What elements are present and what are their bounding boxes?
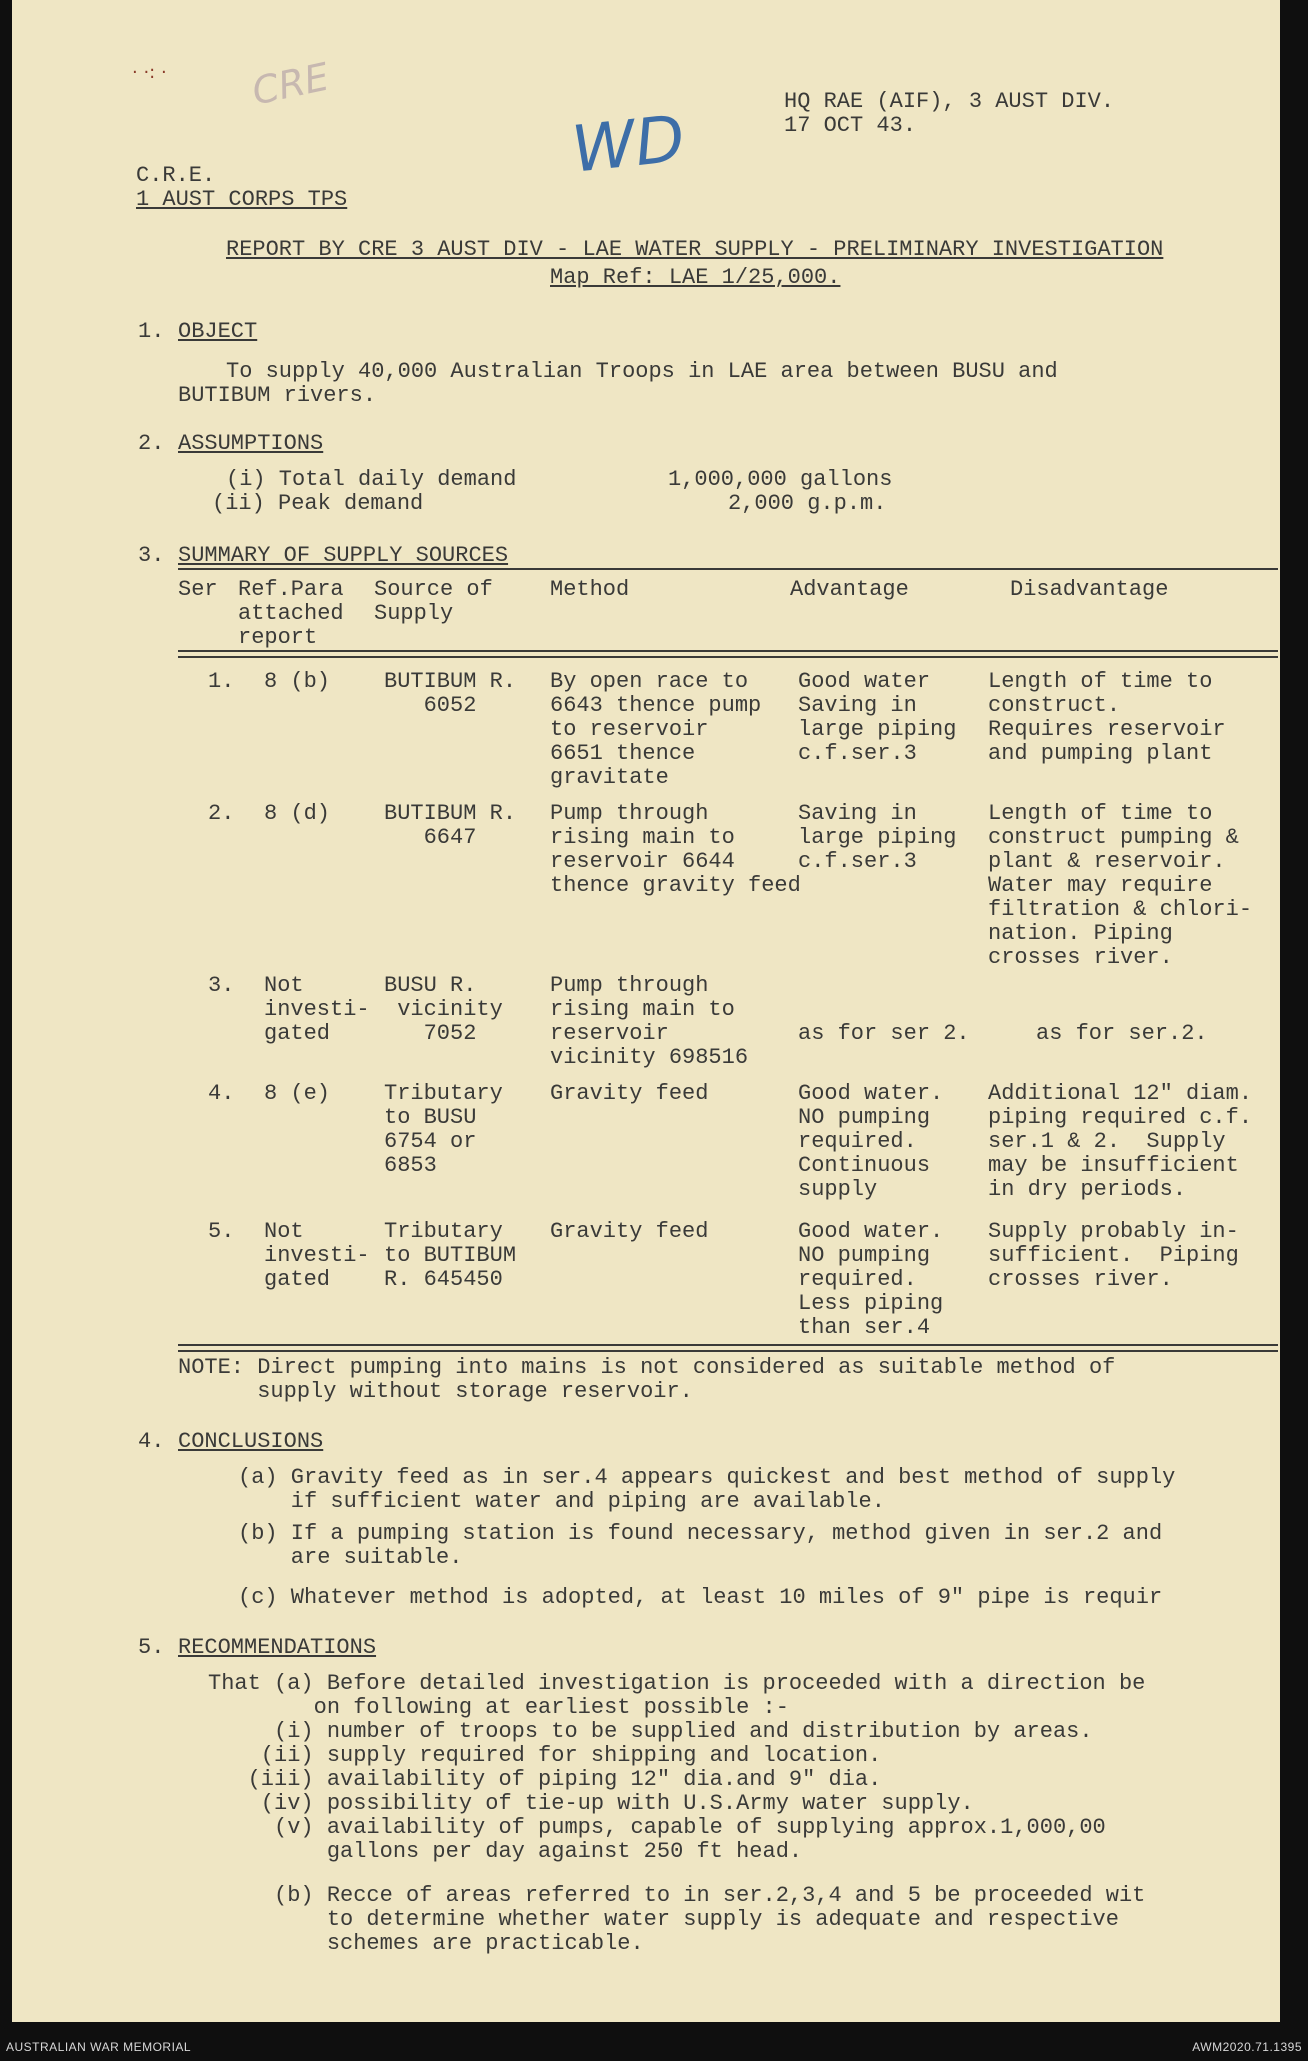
row2-method: Pump through rising main to reservoir 6644 thence gravity feed xyxy=(550,801,801,898)
row5-method: Gravity feed xyxy=(550,1219,709,1244)
row1-method: By open race to 6643 thence pump to reservoir 6651 thence gravitate xyxy=(550,669,762,790)
col-header-source: Source of Supply xyxy=(374,577,493,626)
s2-r1-label: (i) Total daily demand xyxy=(226,467,517,492)
s5-b-line1: (b) Recce of areas referred to in ser.2,3,4 and 5 be proceeded wit xyxy=(208,1883,1146,1908)
handwritten-wd: WD xyxy=(568,102,689,188)
table-top-rule xyxy=(178,568,1278,570)
row4-source: Tributary to BUSU 6754 or 6853 xyxy=(384,1081,503,1178)
addressee-line2: 1 AUST CORPS TPS xyxy=(136,187,348,212)
report-title: REPORT BY CRE 3 AUST DIV - LAE WATER SUPPLY - PRELIMINARY INVESTIGATION xyxy=(226,237,1164,262)
s1-text2: BUTIBUM rivers. xyxy=(178,383,377,408)
s2-r2-label: (ii) Peak demand xyxy=(212,491,424,516)
s2-r1-value: 1,000,000 gallons xyxy=(668,467,893,492)
addressee-line1: C.R.E. xyxy=(136,163,216,188)
s5-item-i: (i) number of troops to be supplied and distribution by areas. xyxy=(208,1719,1093,1744)
row3-source: BUSU R. vicinity 7052 xyxy=(384,973,503,1046)
row2-advantage: Saving in large piping c.f.ser.3 xyxy=(798,801,957,874)
s2-r2-value: 2,000 g.p.m. xyxy=(728,491,887,516)
s2-heading: ASSUMPTIONS xyxy=(178,431,324,456)
s5-item-v-line2: gallons per day against 250 ft head. xyxy=(208,1839,803,1864)
footer-right: AWM2020.71.1395 xyxy=(1192,2040,1302,2054)
row3-advantage: as for ser 2. xyxy=(798,1021,970,1046)
col-header-method: Method xyxy=(550,577,630,602)
row4-ser: 4. xyxy=(208,1081,235,1106)
s4-a-line1: (a) Gravity feed as in ser.4 appears quickest and best method of supply xyxy=(238,1465,1176,1490)
s5-item-iii: (iii) availability of piping 12" dia.and 9" dia. xyxy=(208,1767,882,1792)
s5-b-line3: schemes are practicable. xyxy=(208,1931,644,1956)
col-header-ser: Ser xyxy=(178,577,218,602)
ink-blot: · ·: · xyxy=(132,62,167,83)
s4-b-line2: are suitable. xyxy=(238,1545,463,1570)
table-bottom-rule xyxy=(178,1344,1278,1352)
table-note-line2: supply without storage reservoir. xyxy=(178,1379,693,1404)
s4-num: 4. xyxy=(138,1429,165,1454)
row4-disadvantage: Additional 12" diam. piping required c.f. ser.1 & 2. Supply may be insufficient in dry periods. xyxy=(988,1081,1253,1202)
row2-disadvantage: Length of time to construct pumping & plant & reservoir. Water may require filtration & chlori- nation. Piping crosses river. xyxy=(988,801,1253,970)
s2-num: 2. xyxy=(138,431,165,456)
handwritten-cre: CRE xyxy=(248,54,333,114)
map-ref: Map Ref: LAE 1/25,000. xyxy=(550,265,841,290)
s5-heading: RECOMMENDATIONS xyxy=(178,1635,377,1660)
row3-ser: 3. xyxy=(208,973,235,998)
row5-source: Tributary to BUTIBUM R. 645450 xyxy=(384,1219,517,1292)
header-hq: HQ RAE (AIF), 3 AUST DIV. xyxy=(784,89,1115,114)
table-header-rule xyxy=(178,650,1278,658)
row2-ser: 2. xyxy=(208,801,235,826)
s5-b-line2: to determine whether water supply is adequate and respective xyxy=(208,1907,1119,1932)
s1-heading: OBJECT xyxy=(178,319,258,344)
row1-source: BUTIBUM R. 6052 xyxy=(384,669,517,718)
row3-ref: Not investi- gated xyxy=(264,973,370,1046)
row1-advantage: Good water Saving in large piping c.f.ser.3 xyxy=(798,669,957,766)
row4-advantage: Good water. NO pumping required. Continuous supply xyxy=(798,1081,944,1202)
s5-item-iv: (iv) possibility of tie-up with U.S.Army water supply. xyxy=(208,1791,974,1816)
row2-source: BUTIBUM R. 6647 xyxy=(384,801,517,850)
col-header-ref: Ref.Para attached report xyxy=(238,577,344,650)
s5-item-v-line1: (v) availability of pumps, capable of supplying approx.1,000,00 xyxy=(208,1815,1106,1840)
row5-advantage: Good water. NO pumping required. Less piping than ser.4 xyxy=(798,1219,944,1340)
table-note-line1: NOTE: Direct pumping into mains is not considered as suitable method of xyxy=(178,1355,1116,1380)
s5-a-line1: That (a) Before detailed investigation is proceeded with a direction be xyxy=(208,1671,1146,1696)
s3-num: 3. xyxy=(138,543,165,568)
row4-ref: 8 (e) xyxy=(264,1081,331,1106)
row5-disadvantage: Supply probably in- sufficient. Piping crosses river. xyxy=(988,1219,1239,1292)
s4-c-line1: (c) Whatever method is adopted, at least 10 miles of 9" pipe is requir xyxy=(238,1585,1163,1610)
s5-item-ii: (ii) supply required for shipping and location. xyxy=(208,1743,882,1768)
s4-a-line2: if sufficient water and piping are available. xyxy=(238,1489,885,1514)
col-header-disadvantage: Disadvantage xyxy=(1010,577,1169,602)
s5-num: 5. xyxy=(138,1635,165,1660)
s5-a-line2: on following at earliest possible :- xyxy=(208,1695,789,1720)
s4-heading: CONCLUSIONS xyxy=(178,1429,324,1454)
row4-method: Gravity feed xyxy=(550,1081,709,1106)
row1-ref: 8 (b) xyxy=(264,669,331,694)
row3-method: Pump through rising main to reservoir vicinity 698516 xyxy=(550,973,749,1070)
row2-ref: 8 (d) xyxy=(264,801,331,826)
s4-b-line1: (b) If a pumping station is found necessary, method given in ser.2 and xyxy=(238,1521,1163,1546)
document-page xyxy=(12,0,1280,2022)
s1-text1: To supply 40,000 Australian Troops in LAE area between BUSU and xyxy=(226,359,1058,384)
row5-ref: Not investi- gated xyxy=(264,1219,370,1292)
s3-heading: SUMMARY OF SUPPLY SOURCES xyxy=(178,543,509,568)
row1-disadvantage: Length of time to construct. Requires reservoir and pumping plant xyxy=(988,669,1226,766)
s1-num: 1. xyxy=(138,319,165,344)
footer-left: AUSTRALIAN WAR MEMORIAL xyxy=(6,2040,192,2054)
row5-ser: 5. xyxy=(208,1219,235,1244)
col-header-advantage: Advantage xyxy=(790,577,909,602)
row3-disadvantage: as for ser.2. xyxy=(1036,1021,1208,1046)
header-date: 17 OCT 43. xyxy=(784,113,917,138)
row1-ser: 1. xyxy=(208,669,235,694)
